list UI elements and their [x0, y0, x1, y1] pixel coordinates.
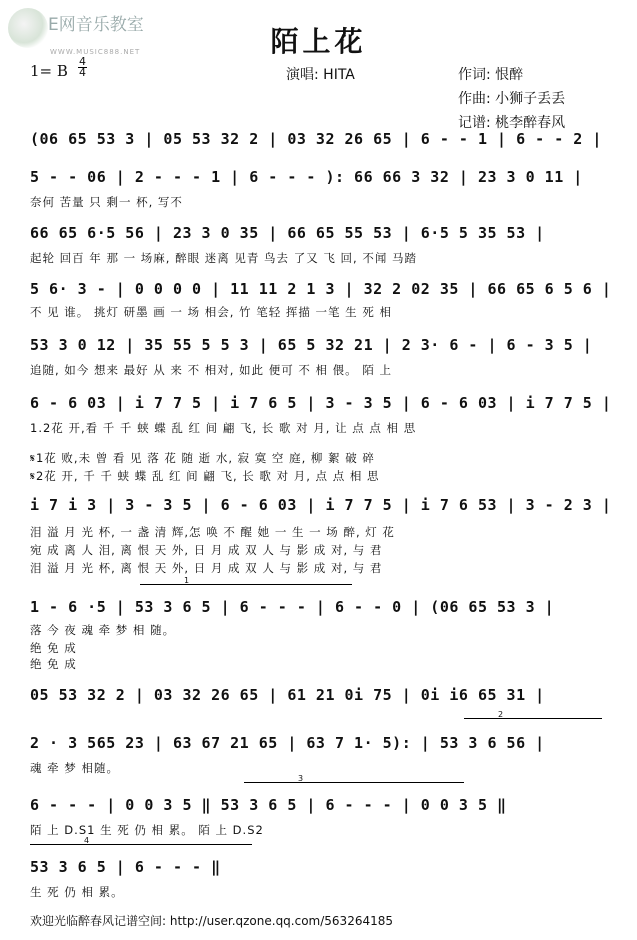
- meter-top: 4: [79, 55, 86, 68]
- notation-row-7: i 7 i 3 | 3 - 3 5 | 6 - 6 03 | i 7 7 5 | i 7 6 53 | 3 - 2 3 |: [30, 496, 612, 514]
- volta-bracket-3: [244, 774, 464, 789]
- lyric-line-4: 不 见 谁。 挑灯 研墨 画 一 场 相会, 竹 笔轻 挥描 一笔 生 死 相: [30, 305, 392, 319]
- meter-bottom: 4: [79, 66, 86, 79]
- volta-label-1: 1: [184, 576, 190, 585]
- notation-row-11: 6 - - - | 0 0 3 5 ‖ 53 3 6 5 | 6 - - - | 0 0 3 5 ‖: [30, 796, 507, 814]
- notation-row-1: (06 65 53 3 | 05 53 32 2 | 03 32 26 65 | 6 - - 1 | 6 - - 2 |: [30, 130, 602, 148]
- lyric-line-6c: 𝄋2花 开, 千 千 蛱 蝶 乱 红 间 翩 飞, 长 歌 对 月, 点 点 相 思: [30, 469, 380, 483]
- key-signature: 1= B: [30, 62, 68, 80]
- lyric-line-10: 魂 牵 梦 相随。: [30, 761, 119, 775]
- notation-row-9: 05 53 32 2 | 03 32 26 65 | 61 21 0i 75 | 0i i6 65 31 |: [30, 686, 545, 704]
- volta-label-3: 3: [298, 774, 304, 783]
- lyric-line-6a: 1.2花 开,看 千 千 蛱 蝶 乱 红 间 翩 飞, 长 歌 对 月, 让 点 点 相 思: [30, 421, 417, 435]
- volta-bracket-4: [30, 836, 252, 851]
- notation-row-10: 2 · 3 565 23 | 63 67 21 65 | 63 7 1· 5): | 53 3 6 56 |: [30, 734, 545, 752]
- volta-bracket-1: [140, 576, 352, 591]
- lyric-line-3: 起轮 回百 年 那 一 场麻, 醉眼 迷离 见青 鸟去 了又 飞 回, 不闻 马踏: [30, 251, 417, 265]
- lyric-line-8b: 绝 免 成: [30, 641, 77, 655]
- notation-row-12: 53 3 6 5 | 6 - - - ‖: [30, 858, 221, 876]
- lyric-line-8c: 绝 免 成: [30, 657, 77, 671]
- volta-label-4: 4: [84, 836, 90, 845]
- volta-bracket-2: [464, 710, 602, 725]
- singer-credit: 演唱: HITA: [286, 67, 355, 83]
- lyric-line-6b: 𝄋1花 败,未 曾 看 见 落 花 随 逝 水, 寂 寞 空 庭, 柳 絮 破 碎: [30, 451, 375, 465]
- notation-row-3: 66 65 6·5 56 | 23 3 0 35 | 66 65 55 53 | 6·5 5 35 53 |: [30, 224, 545, 242]
- lyric-line-11: 陌 上 D.S1 生 死 仍 相 累。 陌 上 D.S2: [30, 823, 264, 837]
- notation-row-2: 5 - - 06 | 2 - - - 1 | 6 - - - ): 66 66 3 32 | 23 3 0 11 |: [30, 168, 583, 186]
- notation-row-4: 5 6· 3 - | 0 0 0 0 | 11 11 2 1 3 | 32 2 02 35 | 66 65 6 5 6 |: [30, 280, 612, 298]
- composer-credit: 作曲: 小狮子丢丢: [458, 91, 566, 107]
- transcriber-credit: 记谱: 桃李醉春风: [458, 115, 566, 131]
- watermark-site: E网音乐教室: [48, 15, 144, 35]
- song-title: 陌上花: [270, 25, 367, 58]
- lyric-line-5: 追随, 如今 想来 最好 从 来 不 相对, 如此 便可 不 相 偎。 陌 上: [30, 363, 392, 377]
- notation-row-6: 6 - 6 03 | i 7 7 5 | i 7 6 5 | 3 - 3 5 | 6 - 6 03 | i 7 7 5 |: [30, 394, 612, 412]
- lyric-line-7b: 宛 成 离 人 泪, 离 恨 天 外, 日 月 成 双 人 与 影 成 对, 与 君: [30, 543, 383, 557]
- footer-note: 欢迎光临醉春风记谱空间: http://user.qzone.qq.com/563264185: [30, 914, 394, 928]
- lyric-line-12: 生 死 仍 相 累。: [30, 885, 124, 899]
- lyric-line-8a: 落 今 夜 魂 牵 梦 相 随。: [30, 623, 176, 637]
- volta-label-2: 2: [498, 710, 504, 719]
- time-signature: [78, 57, 87, 78]
- watermark-url: WWW.MUSIC888.NET: [50, 48, 141, 56]
- lyric-line-7c: 泪 溢 月 光 杯, 离 恨 天 外, 日 月 成 双 人 与 影 成 对, 与 君: [30, 561, 383, 575]
- lyric-line-2: 奈何 苦量 只 剩一 杯, 写不: [30, 195, 183, 209]
- lyricist-credit: 作词: 恨醉: [458, 67, 524, 83]
- notation-row-8: 1 - 6 ·5 | 53 3 6 5 | 6 - - - | 6 - - 0 | (06 65 53 3 |: [30, 598, 555, 616]
- lyric-line-7a: 泪 溢 月 光 杯, 一 盏 清 辉,怎 唤 不 醒 她 一 生 一 场 醉, 灯 花: [30, 525, 395, 539]
- notation-row-5: 53 3 0 12 | 35 55 5 5 3 | 65 5 32 21 | 2 3· 6 - | 6 - 3 5 |: [30, 336, 593, 354]
